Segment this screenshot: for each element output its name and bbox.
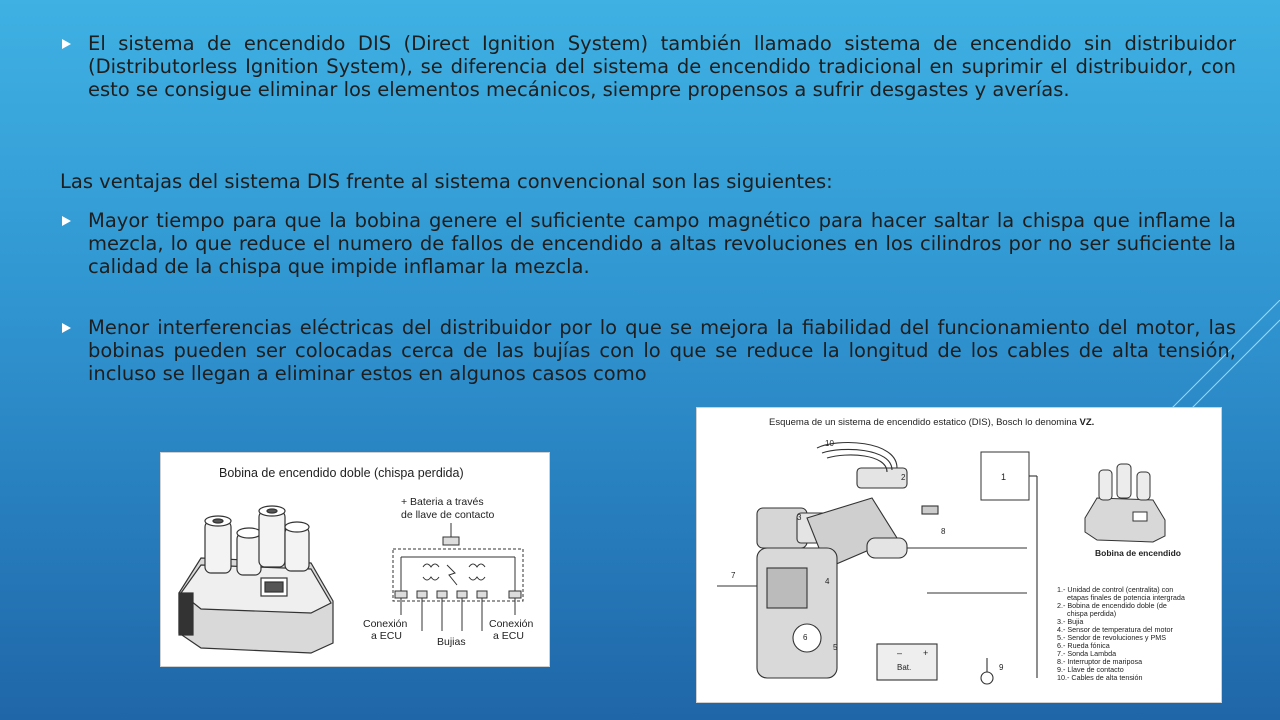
callout-3: 3 xyxy=(797,513,802,522)
callout-2: 2 xyxy=(901,473,906,482)
coil-caption: Bobina de encendido xyxy=(1095,548,1181,558)
legend-line: 7.- Sonda Lambda xyxy=(1057,649,1117,658)
callout-5: 5 xyxy=(833,643,838,652)
bullet-3-icon xyxy=(60,322,72,334)
legend xyxy=(1057,585,1185,682)
bullet-2-text: Mayor tiempo para que la bobina genere el suficiente campo magnético para hacer saltar la chispa que inflame la mezcla, lo que reduce el numero de fallos de encendido a altas revoluciones en los cilindros por no ser suficiente la calidad de la chispa que impide inflamar la mezcla. xyxy=(88,209,1236,278)
legend-line: 10.- Cables de alta tensión xyxy=(1057,673,1143,682)
callout-4: 4 xyxy=(825,577,830,586)
legend-line: 9.- Llave de contacto xyxy=(1057,665,1124,674)
bullet-3-text: Menor interferencias eléctricas del distribuidor por lo que se mejora la fiabilidad del funcionamiento del motor, las bobinas pueden ser colocadas cerca de las bujías con lo que se reduce la longitud de los cables de alta tensión, incluso se llegan a eliminar estos en algunos casos como xyxy=(88,316,1236,385)
coil-illustration xyxy=(179,506,333,653)
coil-figure-title: Bobina de encendido doble (chispa perdida) xyxy=(219,466,464,480)
callout-9: 9 xyxy=(999,663,1004,672)
ecu-right-label-1: Conexión xyxy=(489,618,534,630)
bullet-2-icon xyxy=(60,215,72,227)
control-unit-number: 1 xyxy=(1001,472,1007,482)
ecu-right-label-2: a ECU xyxy=(493,630,524,642)
coil-schematic xyxy=(393,523,523,631)
legend-line: 2.- Bobina de encendido doble (de xyxy=(1057,601,1167,610)
battery-plus: + xyxy=(923,648,929,658)
battery-minus: – xyxy=(897,648,903,658)
ecu-left-label-1: Conexión xyxy=(363,618,408,630)
legend-line: 3.- Bujia xyxy=(1057,617,1084,626)
legend-line: 6.- Rueda fónica xyxy=(1057,641,1110,650)
dis-figure-title: Esquema de un sistema de encendido estatico (DIS), Bosch lo denomina VZ. xyxy=(769,417,1095,428)
bullet-1-icon xyxy=(60,38,72,50)
battery-label-2: de llave de contacto xyxy=(401,509,495,521)
legend-line: 5.- Sendor de revoluciones y PMS xyxy=(1057,633,1167,642)
coil-figure xyxy=(160,452,550,667)
bullet-1-text: El sistema de encendido DIS (Direct Ignition System) también llamado sistema de encendido sin distribuidor (Distributorless Ignition System), se diferencia del sistema de encendido tradicional en suprimir el distribuidor, con esto se consigue eliminar los elementos mecánicos, siempre propensos a sufrir desgastes y averías. xyxy=(88,32,1236,101)
advantages-intro: Las ventajas del sistema DIS frente al sistema convencional son las siguientes: xyxy=(60,170,833,193)
battery-label-1: + Bateria a través xyxy=(401,496,484,508)
battery-label: Bat. xyxy=(897,663,912,672)
legend-line: 1.- Unidad de control (centralita) con xyxy=(1057,585,1174,594)
legend-line: chispa perdida) xyxy=(1057,609,1117,618)
legend-line: 4.- Sensor de temperatura del motor xyxy=(1057,625,1173,634)
callout-8: 8 xyxy=(941,527,946,536)
callout-7: 7 xyxy=(731,571,736,580)
callout-10: 10 xyxy=(825,439,834,448)
legend-line: etapas finales de potencia intergrada xyxy=(1057,593,1185,602)
small-coil-illustration xyxy=(1085,464,1165,542)
ecu-left-label-2: a ECU xyxy=(371,630,402,642)
plugs-label: Bujias xyxy=(437,636,466,648)
dis-schematic-figure xyxy=(696,407,1222,703)
callout-6: 6 xyxy=(803,633,808,642)
legend-line: 8.- Interruptor de mariposa xyxy=(1057,657,1143,666)
